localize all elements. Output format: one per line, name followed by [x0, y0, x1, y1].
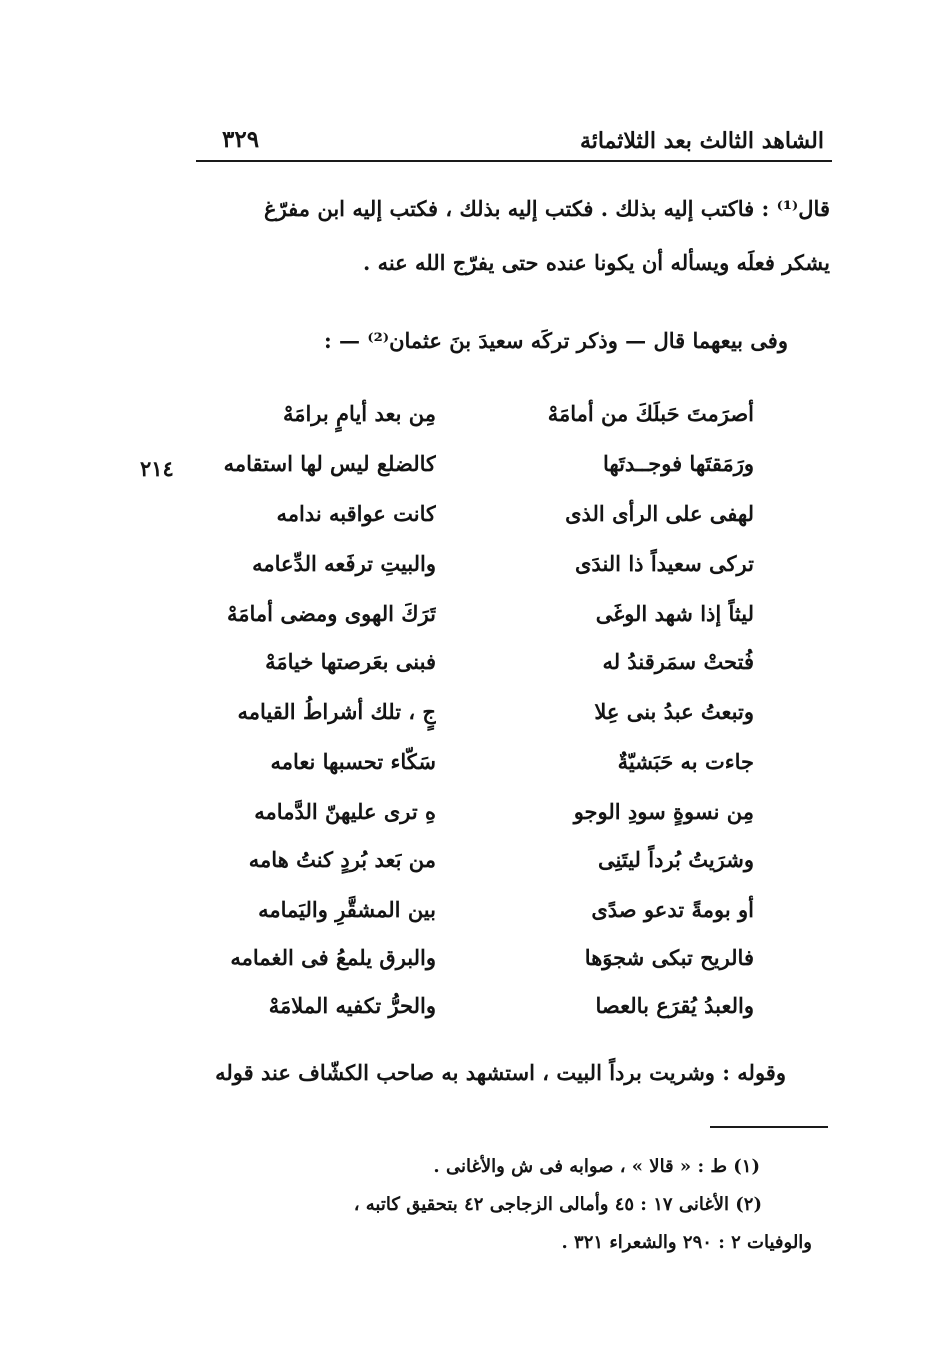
verse-10: [0, 838, 936, 882]
verse-first-hemistich: فُتحتْ سمَرقندُ له: [602, 649, 754, 674]
footnote-2-continued: والوفيات ٢ : ٢٩٠ والشعراء ٣٢١ .: [561, 1232, 812, 1253]
verse-first-hemistich: جاءت به حَبَشيّةٌ: [617, 749, 754, 774]
running-title: الشاهد الثالث بعد الثلاثمائة: [579, 128, 824, 154]
verse-first-hemistich: فالريح تبكى شجوَها: [584, 945, 754, 970]
verse-second-hemistich: سَكّاء تحسبها نعامه: [270, 749, 436, 774]
verse-first-hemistich: لهفى على الرأى الذى: [565, 501, 754, 526]
verse-7: [0, 690, 936, 734]
verse-first-hemistich: وتبعتُ عبدُ بنى عِلا: [594, 699, 754, 724]
verse-second-hemistich: والحرُّ تكفيه الملامَهْ: [268, 993, 436, 1018]
prose-line-1: قال⁽¹⁾ : فاكتب إليه بذلك . فكتب إليه بذلك ، فكتب إليه ابن مفرّغ: [264, 196, 830, 221]
verse-1: [0, 392, 936, 436]
verse-second-hemistich: جٍ ، تلك أشراطُ القيامه: [237, 699, 436, 724]
verse-6: [0, 640, 936, 684]
verse-first-hemistich: تركى سعيداً ذا الندَى: [574, 551, 754, 576]
verse-second-hemistich: والبرق يلمعُ فى الغمامه: [230, 945, 436, 970]
verse-4: [0, 542, 936, 586]
verse-second-hemistich: بين المشقَّرِ واليَمامه: [258, 897, 436, 922]
verse-2: [0, 442, 936, 486]
verse-3: [0, 492, 936, 536]
footnote-rule: [710, 1126, 828, 1128]
verse-introduction: وفى بيعهما قال — وذكر تركَه سعيدَ بنَ عثمان⁽²⁾ — :: [323, 328, 788, 353]
page-number: ٣٢٩: [222, 126, 260, 153]
verse-9: [0, 790, 936, 834]
page-header: [196, 122, 830, 162]
verse-second-hemistich: والبيتِ ترفَعه الدِّعامه: [252, 551, 436, 576]
verse-13: [0, 984, 936, 1028]
verse-second-hemistich: كالضلع ليس لها استقامه: [223, 451, 436, 476]
margin-page-number: ٢١٤: [140, 456, 174, 481]
header-rule: [196, 160, 832, 162]
verse-5: [0, 592, 936, 636]
verse-12: [0, 936, 936, 980]
verse-first-hemistich: والعبدُ يُقرَع بالعصا: [595, 993, 754, 1018]
verse-second-hemistich: تَرَكَ الهوى ومضى أمامَهْ: [227, 601, 436, 626]
verse-second-hemistich: هِ ترى عليهنّ الدَّمامه: [254, 799, 436, 824]
verse-first-hemistich: وشرَيتُ بُرداً ليتَنِى: [598, 847, 754, 872]
verse-first-hemistich: ورَمَقتَها فوجــدتَها: [603, 451, 754, 476]
closing-line: وقوله : وشريت برداً البيت ، استشهد به صاحب الكشّاف عند قوله: [215, 1060, 786, 1085]
footnote-2: (٢) الأغانى ١٧ : ٤٥ وأمالى الزجاجى ٤٢ بتحقيق كاتبه ،: [353, 1194, 762, 1215]
verse-second-hemistich: كانت عواقبه ندامه: [276, 501, 436, 526]
verse-first-hemistich: ليثاً إذا شهد الوغَى: [595, 601, 754, 626]
verse-second-hemistich: مِن بعد أيامٍ برامَهْ: [282, 401, 436, 426]
verse-first-hemistich: مِن نسوةٍ سودِ الوجو: [573, 799, 754, 824]
footnote-1: (١) ط : « قالا » ، صوابه فى ش والأغانى .: [433, 1156, 760, 1177]
verse-second-hemistich: من بَعد بُردٍ كنتُ هامه: [248, 847, 436, 872]
verse-11: [0, 888, 936, 932]
prose-line-2: يشكر فعلَه ويسأله أن يكونا عنده حتى يفرّج الله عنه .: [362, 250, 830, 275]
verse-first-hemistich: أصرَمتَ حَبلَكَ من أمامَهْ: [547, 401, 754, 426]
verse-second-hemistich: فبنى بعَرصتها خيامَهْ: [265, 649, 436, 674]
verse-8: [0, 740, 936, 784]
verse-first-hemistich: أو بومةً تدعو صدًى: [591, 897, 754, 922]
